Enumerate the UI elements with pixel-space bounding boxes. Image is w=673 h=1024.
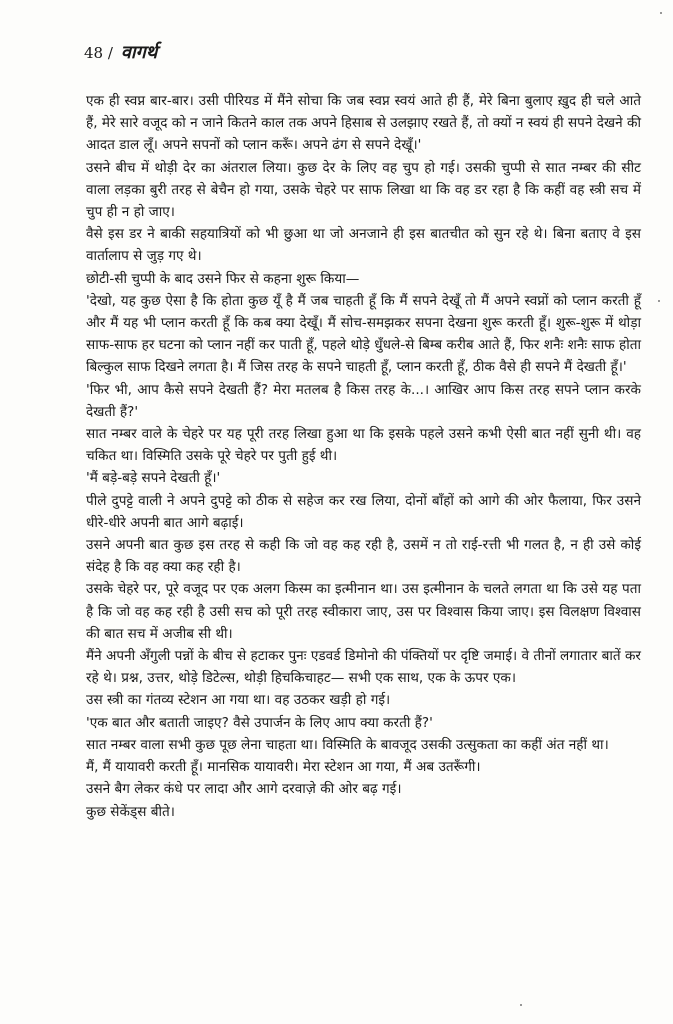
paragraph-1: एक ही स्वप्न बार-बार। उसी पीरियड में मैंने सोचा कि जब स्वप्न स्वयं आते ही हैं, मेरे बिना बुलाए ख़ुद ही चले आते हैं, मेरे सारे वजूद को न जाने कितने काल तक अपने हिसाब से उलझाए रखते हैं, तो क्यों न स्वयं ही सपने देखने की आदत डाल लूँ। अपने सपनों को प्लान करूँ। अपने ढंग से सपने देखूँ।' xyxy=(86,93,642,154)
page-number: 48 / xyxy=(84,44,113,62)
journal-name: वागर्थ xyxy=(120,42,158,63)
paragraph-13: उस स्त्री का गंतव्य स्टेशन आ गया था। वह उठकर खड़ी हो गई। xyxy=(86,692,391,709)
paragraph-16: मैं, मैं यायावरी करती हूँ। मानसिक यायावरी। मेरा स्टेशन आ गया, मैं अब उतरूँगी। xyxy=(86,759,481,776)
paragraph-3: वैसे इस डर ने बाकी सहयात्रियों को भी छुआ था जो अनजाने ही इस बातचीत को सुन रहे थे। बिना बताए वे इस वार्तालाप से जुड़ गए थे। xyxy=(86,226,641,265)
paragraph-4: छोटी-सी चुप्पी के बाद उसने फिर से कहना शुरू किया— xyxy=(86,270,360,287)
story-text xyxy=(86,90,641,823)
paragraph-7: सात नम्बर वाले के चेहरे पर यह पूरी तरह लिखा हुआ था कि इसके पहले उसने कभी ऐसी बात नहीं सुनी थी। वह चकित था। विस्मिति उसके पूरे चेहरे पर पुती हुई थी। xyxy=(86,426,641,465)
paragraph-6: 'फिर भी, आप कैसे सपने देखती हैं? मेरा मतलब है किस तरह के...। आखिर आप किस तरह सपने प्लान करके देखती हैं?' xyxy=(86,381,641,420)
paragraph-9: पीले दुपट्टे वाली ने अपने दुपट्टे को ठीक से सहेज कर रख लिया, दोनों बाँहों को आगे की ओर फैलाया, फिर उसने धीरे-धीरे अपनी बात आगे बढ़ाई। xyxy=(86,492,641,531)
paragraph-2: उसने बीच में थोड़ी देर का अंतराल लिया। कुछ देर के लिए वह चुप हो गई। उसकी चुप्पी से सात नम्बर की सीट वाला लड़का बुरी तरह से बेचैन हो गया, उसके चेहरे पर साफ लिखा था कि वह डर रहा है कि कहीं वह स्त्री सच में चुप ही न हो जाए। xyxy=(86,159,641,221)
paragraph-18: कुछ सेकेंड्स बीते। xyxy=(86,803,175,820)
paragraph-11: उसके चेहरे पर, पूरे वजूद पर एक अलग किस्म का इत्मीनान था। उस इत्मीनान के चलते लगता था कि उसे यह पता है कि जो वह कह रही है उसी सच को पूरी तरह स्वीकारा जाए, उस पर विश्वास किया जाए। इस विलक्षण विश्वास की बात सच में अजीब सी थी। xyxy=(86,581,641,642)
paragraph-17: उसने बैग लेकर कंधे पर लादा और आगे दरवाज़े की ओर बढ़ गई। xyxy=(86,781,402,798)
paragraph-5: 'देखो, यह कुछ ऐसा है कि होता कुछ यूँ है मैं जब चाहती हूँ कि मैं सपने देखूँ तो मैं अपने स्वप्नों को प्लान करती हूँ और मैं यह भी प्लान करती हूँ कि कब क्या देखूँ। मैं सोच-समझकर सपना देखना शुरू करती हूँ। शुरू-शुरू में थोड़ा साफ-साफ हर घटना को प्लान नहीं कर पाती हूँ, पहले थोड़े धुँधले-से बिम्ब करीब आते हैं, फिर शनैः शनैः साफ होता बिल्कुल साफ दिखने लगता है। मैं जिस तरह के सपने चाहती हूँ, प्लान करती हूँ, ठीक वैसे ही सपने मैं देखती हूँ।' xyxy=(86,292,641,376)
page-header xyxy=(84,40,157,64)
scan-speck xyxy=(658,300,660,302)
paragraph-12: मैंने अपनी अँगुली पन्नों के बीच से हटाकर पुनः एडवर्ड डिमोनो की पंक्तियों पर दृष्टि जमाई। वे तीनों लगातार बातें कर रहे थे। प्रश्न, उत्तर, थोड़े डिटेल्स, थोड़ी हिचकिचाहट— सभी एक साथ, एक के ऊपर एक। xyxy=(86,648,641,687)
scan-speck xyxy=(520,1004,522,1006)
paragraph-8: 'मैं बड़े-बड़े सपने देखती हूँ।' xyxy=(86,470,221,487)
paragraph-15: सात नम्बर वाला सभी कुछ पूछ लेना चाहता था। विस्मिति के बावजूद उसकी उत्सुकता का कहीं अंत नहीं था। xyxy=(86,736,609,753)
paragraph-10: उसने अपनी बात कुछ इस तरह से कही कि जो वह कह रही है, उसमें न तो राई-रत्ती भी गलत है, न ही उसे कोई संदेह है कि वह क्या कह रही है। xyxy=(86,537,641,576)
paragraph-14: 'एक बात और बताती जाइए? वैसे उपार्जन के लिए आप क्या करती हैं?' xyxy=(86,714,433,731)
scan-speck xyxy=(660,12,662,14)
